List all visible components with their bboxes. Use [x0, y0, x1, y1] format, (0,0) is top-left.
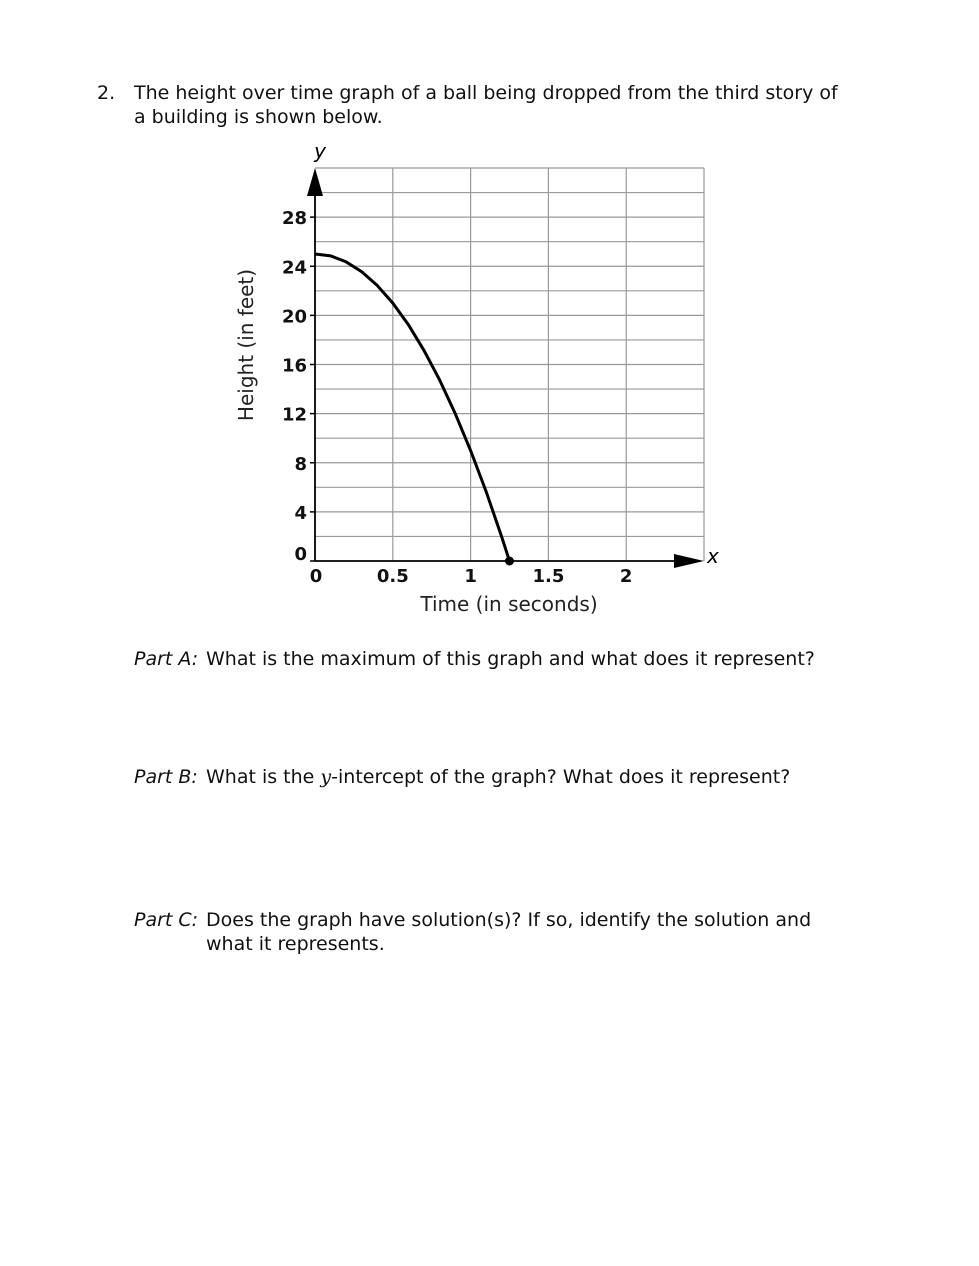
height-curve — [315, 254, 510, 561]
graph-tick-labels — [282, 208, 633, 587]
y-tick-label: 16 — [281, 355, 307, 377]
part-a — [134, 648, 815, 670]
x-axis-label: Time (in seconds) — [420, 592, 598, 616]
x-tick-label: 0 — [309, 566, 323, 587]
question-number: 2. — [97, 82, 116, 104]
part-b — [134, 766, 790, 788]
part-c-text-line-2: what it represents. — [206, 933, 385, 955]
x-tick-label: 1 — [464, 566, 477, 587]
x-axis-variable: x — [707, 544, 719, 568]
part-b-text-after: -intercept of the graph? What does it represent? — [331, 766, 791, 788]
graph-grid — [315, 168, 704, 561]
x-axis-arrow — [674, 554, 704, 568]
x-intercept-point — [505, 557, 514, 566]
part-b-variable: y — [320, 766, 332, 788]
part-a-text: What is the maximum of this graph and what does it represent? — [206, 648, 815, 670]
y-axis-label: Height (in feet) — [234, 268, 258, 422]
y-axis-arrow — [307, 168, 323, 196]
x-tick-label: 2 — [619, 566, 633, 587]
graph-axes — [307, 168, 704, 568]
part-b-label: Part B: — [134, 766, 198, 788]
y-tick-label: 0 — [294, 544, 307, 565]
y-tick-label: 20 — [281, 306, 307, 328]
part-c-label: Part C: — [134, 909, 199, 931]
x-tick-label: 1.5 — [532, 566, 565, 587]
part-c — [134, 909, 811, 931]
y-tick-label: 24 — [281, 257, 307, 279]
part-c-text-line-1: Does the graph have solution(s)? If so, identify the solution and — [206, 909, 812, 931]
y-tick-label: 8 — [294, 453, 307, 475]
question-text-line-1: The height over time graph of a ball being dropped from the third story of — [134, 82, 838, 104]
y-tick-label: 4 — [294, 502, 307, 524]
y-axis-variable: y — [314, 139, 326, 163]
part-a-label: Part A: — [134, 648, 199, 670]
question-text-line-2: a building is shown below. — [134, 106, 383, 128]
y-tick-label: 12 — [281, 404, 307, 426]
x-tick-label: 0.5 — [376, 566, 409, 587]
part-b-text-before: What is the — [206, 766, 321, 788]
y-tick-label: 28 — [281, 208, 307, 230]
